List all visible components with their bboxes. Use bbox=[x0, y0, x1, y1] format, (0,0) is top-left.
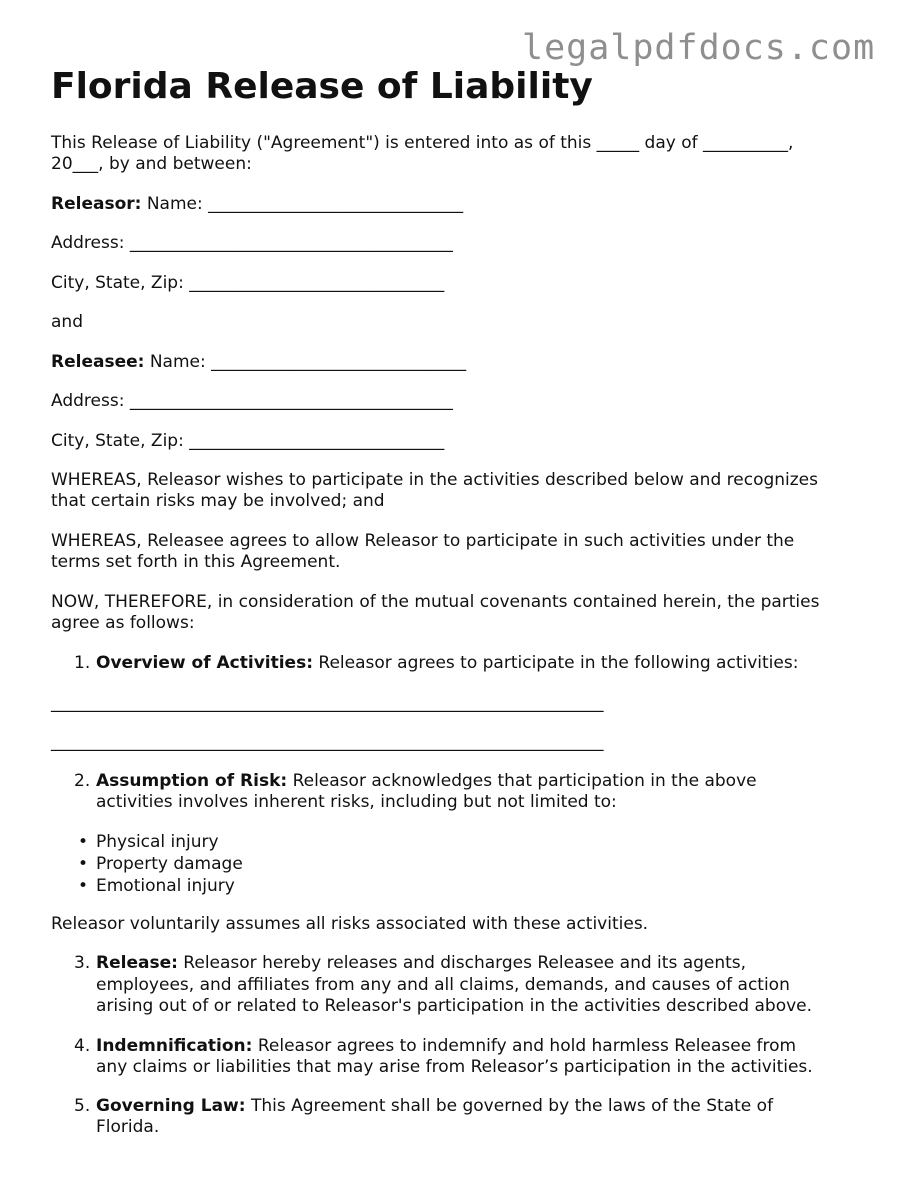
section-2-number: 2. bbox=[74, 771, 91, 791]
whereas-1-line-2: that certain risks may be involved; and bbox=[51, 491, 385, 511]
releasor-name-field[interactable] bbox=[51, 194, 463, 215]
section-3-line-1: Release: Releasor hereby releases and discharges Releasee and its agents, bbox=[96, 953, 747, 973]
section-5-line-1: Governing Law: This Agreement shall be governed by the laws of the State of bbox=[96, 1096, 774, 1116]
now-therefore-line-2: agree as follows: bbox=[51, 613, 195, 633]
releasee-label: Releasee: bbox=[51, 352, 145, 372]
section-1-number: 1. bbox=[74, 653, 91, 673]
whereas-1-line-1: WHEREAS, Releasor wishes to participate in the activities described below and recognizes bbox=[51, 470, 818, 490]
section-4-line-1: Indemnification: Releasor agrees to indemnify and hold harmless Releasee from bbox=[96, 1036, 797, 1056]
section-2-heading: Assumption of Risk: bbox=[96, 771, 288, 791]
and-text: and bbox=[51, 312, 83, 332]
section-1-heading: Overview of Activities: bbox=[96, 653, 313, 673]
section-5-heading: Governing Law: bbox=[96, 1096, 246, 1116]
now-therefore-line-1: NOW, THEREFORE, in consideration of the mutual covenants contained herein, the parties bbox=[51, 592, 820, 612]
page-title: Florida Release of Liability bbox=[51, 66, 593, 107]
intro-line-1: This Release of Liability ("Agreement") is entered into as of this _____ day of __________, bbox=[51, 133, 794, 153]
watermark-logo: legalpdfdocs.com bbox=[522, 28, 876, 68]
risk-item: Physical injury bbox=[96, 832, 219, 852]
bullet-dot: • bbox=[78, 876, 89, 896]
section-2-line-2: activities involves inherent risks, including but not limited to: bbox=[96, 792, 617, 812]
releasor-label: Releasor: bbox=[51, 194, 142, 214]
section-5-line-2: Florida. bbox=[96, 1117, 160, 1137]
whereas-2-line-2: terms set forth in this Agreement. bbox=[51, 552, 341, 572]
activity-blank-line-2[interactable]: _________________________________________________________________ bbox=[51, 732, 604, 752]
activity-blank-line-1[interactable]: _________________________________________________________________ bbox=[51, 693, 604, 713]
risk-item: Emotional injury bbox=[96, 876, 235, 896]
whereas-2-line-1: WHEREAS, Releasee agrees to allow Releasor to participate in such activities under the bbox=[51, 531, 795, 551]
section-1-line-1: Overview of Activities: Releasor agrees to participate in the following activities: bbox=[96, 653, 799, 673]
section-2-line-1: Assumption of Risk: Releasor acknowledges that participation in the above bbox=[96, 771, 757, 791]
section-4-line-2: any claims or liabilities that may arise from Releasor’s participation in the activities. bbox=[96, 1057, 813, 1077]
bullet-dot: • bbox=[78, 854, 89, 874]
releasee-city-field[interactable]: City, State, Zip: ______________________________ bbox=[51, 431, 445, 451]
section-3-number: 3. bbox=[74, 953, 91, 973]
releasee-name-field[interactable] bbox=[51, 352, 466, 373]
section-4-heading: Indemnification: bbox=[96, 1036, 253, 1056]
releasor-address-field[interactable]: Address: ______________________________________ bbox=[51, 233, 453, 253]
section-3-heading: Release: bbox=[96, 953, 178, 973]
releasor-name-line: Name: ______________________________ bbox=[141, 194, 464, 214]
section-4-number: 4. bbox=[74, 1036, 91, 1056]
section-5-number: 5. bbox=[74, 1096, 91, 1116]
releasor-city-field[interactable]: City, State, Zip: ______________________________ bbox=[51, 273, 445, 293]
intro-line-2: 20___, by and between: bbox=[51, 154, 252, 174]
bullet-dot: • bbox=[78, 832, 89, 852]
releasee-name-line: Name: ______________________________ bbox=[144, 352, 467, 372]
section-3-line-3: arising out of or related to Releasor's participation in the activities described above. bbox=[96, 996, 813, 1016]
releasee-address-field[interactable]: Address: ______________________________________ bbox=[51, 391, 453, 411]
section-3-line-2: employees, and affiliates from any and all claims, demands, and causes of action bbox=[96, 975, 790, 995]
assumes-statement: Releasor voluntarily assumes all risks associated with these activities. bbox=[51, 914, 649, 934]
risk-item: Property damage bbox=[96, 854, 243, 874]
